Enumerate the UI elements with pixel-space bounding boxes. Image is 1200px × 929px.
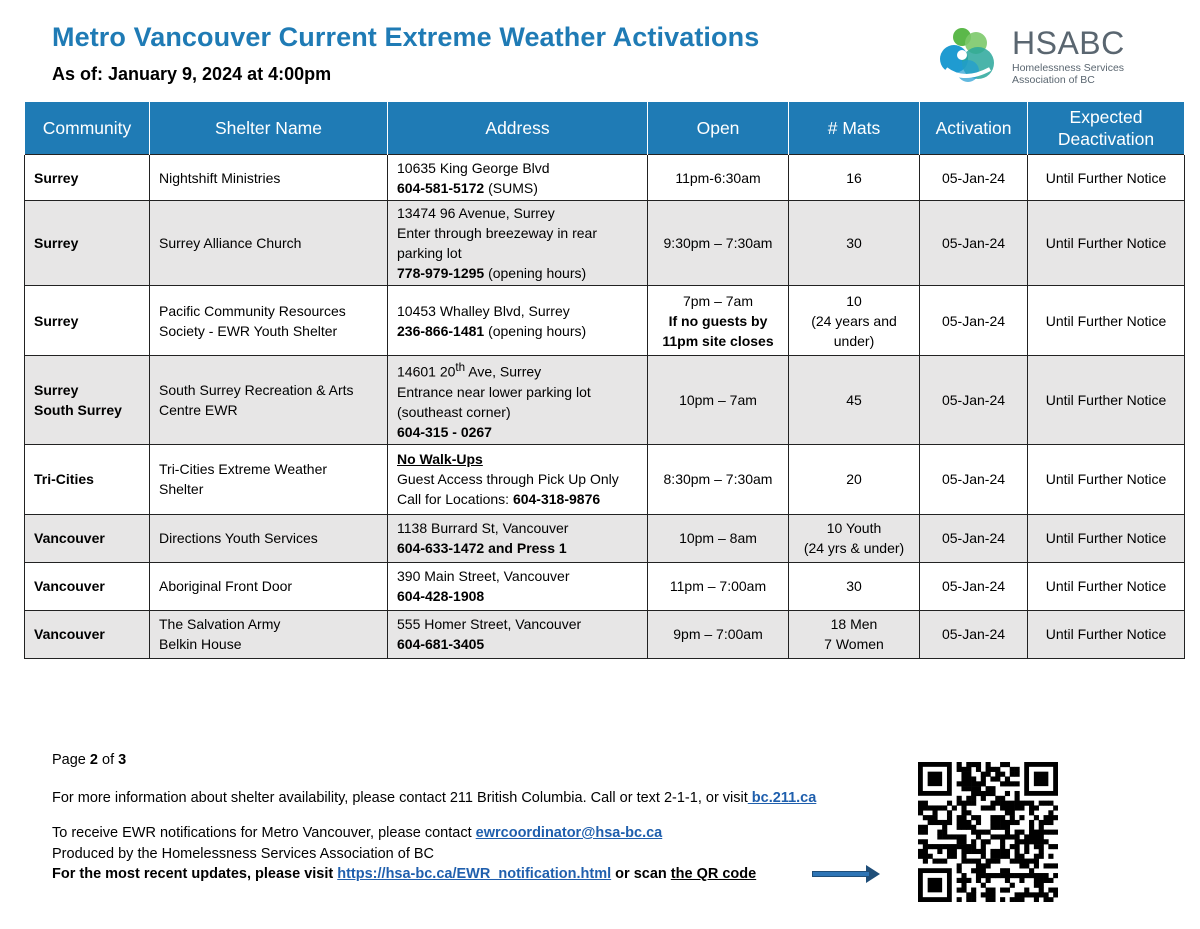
updates-line: For the most recent updates, please visit https://hsa-bc.ca/EWR_notification.html or scan the QR code xyxy=(52,866,757,882)
hsabc-logo-mark-icon xyxy=(938,25,1008,87)
cell-community: Surrey xyxy=(25,155,150,201)
cell-activation: 05-Jan-24 xyxy=(920,514,1028,562)
cell-deactivation: Until Further Notice xyxy=(1028,610,1185,658)
table-row xyxy=(25,155,1185,201)
cell-shelter-name: The Salvation Army Belkin House xyxy=(150,610,388,658)
cell-address: 555 Homer Street, Vancouver 604-681-3405 xyxy=(388,610,648,658)
cell-address: 14601 20th Ave, Surrey Entrance near lower parking lot (southeast corner) 604-315 - 0267 xyxy=(388,356,648,445)
cell-deactivation: Until Further Notice xyxy=(1028,356,1185,445)
bc211-link[interactable]: bc.211.ca xyxy=(747,790,817,806)
cell-activation: 05-Jan-24 xyxy=(920,155,1028,201)
cell-mats: 30 xyxy=(789,562,920,610)
info-line: For more information about shelter availability, please contact 211 British Columbia. Call or text 2-1-1, or visit bc.211.ca xyxy=(52,790,817,806)
cell-deactivation: Until Further Notice xyxy=(1028,155,1185,201)
cell-community: Tri-Cities xyxy=(25,444,150,514)
table-row xyxy=(25,201,1185,286)
cell-deactivation: Until Further Notice xyxy=(1028,444,1185,514)
cell-address: 1138 Burrard St, Vancouver 604-633-1472 and Press 1 xyxy=(388,514,648,562)
cell-shelter-name: Surrey Alliance Church xyxy=(150,201,388,286)
table-row xyxy=(25,286,1185,356)
arrow-right-icon xyxy=(812,864,882,884)
cell-shelter-name: Tri-Cities Extreme Weather Shelter xyxy=(150,444,388,514)
cell-mats: 45 xyxy=(789,356,920,445)
cell-activation: 05-Jan-24 xyxy=(920,562,1028,610)
cell-activation: 05-Jan-24 xyxy=(920,286,1028,356)
cell-shelter-name: Aboriginal Front Door xyxy=(150,562,388,610)
cell-address: 10453 Whalley Blvd, Surrey 236-866-1481 (opening hours) xyxy=(388,286,648,356)
cell-open: 10pm – 7am xyxy=(648,356,789,445)
cell-deactivation: Until Further Notice xyxy=(1028,201,1185,286)
phone-number: 604-315 - 0267 xyxy=(397,423,492,440)
ewr-email-link[interactable]: ewrcoordinator@hsa-bc.ca xyxy=(475,825,663,841)
shelter-table xyxy=(24,102,1185,659)
table-row xyxy=(25,610,1185,658)
cell-mats: 20 xyxy=(789,444,920,514)
hsabc-logo xyxy=(938,25,1138,87)
produced-by: Produced by the Homelessness Services Association of BC xyxy=(52,846,435,862)
cell-mats: 16 xyxy=(789,155,920,201)
cell-community: Vancouver xyxy=(25,514,150,562)
table-row xyxy=(25,356,1185,445)
cell-community: Surrey xyxy=(25,286,150,356)
col-header-mats: # Mats xyxy=(789,102,920,155)
cell-shelter-name: South Surrey Recreation & Arts Centre EWR xyxy=(150,356,388,445)
as-of-date: As of: January 9, 2024 at 4:00pm xyxy=(52,64,332,84)
ewr-notification-link[interactable]: https://hsa-bc.ca/EWR_notification.html xyxy=(337,866,612,882)
cell-community: Surrey South Surrey xyxy=(25,356,150,445)
cell-open: 10pm – 8am xyxy=(648,514,789,562)
qr-code-icon[interactable] xyxy=(918,762,1058,902)
cell-deactivation: Until Further Notice xyxy=(1028,286,1185,356)
cell-shelter-name: Pacific Community Resources Society - EWR Youth Shelter xyxy=(150,286,388,356)
col-header-shelter-name: Shelter Name xyxy=(150,102,388,155)
cell-activation: 05-Jan-24 xyxy=(920,201,1028,286)
cell-deactivation: Until Further Notice xyxy=(1028,562,1185,610)
cell-open: 9:30pm – 7:30am xyxy=(648,201,789,286)
cell-open: 11pm – 7:00am xyxy=(648,562,789,610)
cell-open: 7pm – 7am If no guests by 11pm site closes xyxy=(648,286,789,356)
col-header-address: Address xyxy=(388,102,648,155)
cell-open: 9pm – 7:00am xyxy=(648,610,789,658)
ewr-notification-line: To receive EWR notifications for Metro Vancouver, please contact ewrcoordinator@hsa-bc.ca xyxy=(52,825,663,841)
table-row xyxy=(25,514,1185,562)
cell-community: Vancouver xyxy=(25,610,150,658)
logo-subtitle: Homelessness Services Association of BC xyxy=(1012,62,1125,86)
cell-mats: 30 xyxy=(789,201,920,286)
cell-mats: 10 (24 years and under) xyxy=(789,286,920,356)
logo-brand: HSABC xyxy=(1012,25,1125,61)
phone-number: 604-633-1472 and Press 1 xyxy=(397,540,567,557)
cell-address: 10635 King George Blvd 604-581-5172 (SUMS) xyxy=(388,155,648,201)
cell-address: 390 Main Street, Vancouver 604-428-1908 xyxy=(388,562,648,610)
col-header-open: Open xyxy=(648,102,789,155)
qr-code-reference: the QR code xyxy=(670,866,757,882)
cell-mats: 10 Youth (24 yrs & under) xyxy=(789,514,920,562)
cell-community: Vancouver xyxy=(25,562,150,610)
cell-activation: 05-Jan-24 xyxy=(920,444,1028,514)
phone-number: 778-979-1295 xyxy=(397,265,485,281)
table-row xyxy=(25,444,1185,514)
cell-open: 8:30pm – 7:30am xyxy=(648,444,789,514)
cell-open: 11pm-6:30am xyxy=(648,155,789,201)
table-header-row xyxy=(25,102,1185,155)
col-header-community: Community xyxy=(25,102,150,155)
cell-address: No Walk-Ups Guest Access through Pick Up Only Call for Locations: 604-318-9876 xyxy=(388,444,648,514)
col-header-activation: Activation xyxy=(920,102,1028,155)
page-title: Metro Vancouver Current Extreme Weather Activations xyxy=(52,22,760,52)
phone-number: 604-581-5172 xyxy=(397,179,485,196)
cell-shelter-name: Directions Youth Services xyxy=(150,514,388,562)
phone-number: 236-866-1481 xyxy=(397,322,485,339)
phone-number: 604-318-9876 xyxy=(512,491,601,508)
cell-shelter-name: Nightshift Ministries xyxy=(150,155,388,201)
cell-mats: 18 Men 7 Women xyxy=(789,610,920,658)
table-row xyxy=(25,562,1185,610)
col-header-deactivation: Expected Deactivation xyxy=(1028,102,1185,155)
page-number: Page 2 of 3 xyxy=(52,752,127,768)
cell-activation: 05-Jan-24 xyxy=(920,610,1028,658)
no-walk-ups-notice: No Walk-Ups xyxy=(397,451,483,468)
phone-number: 604-428-1908 xyxy=(397,588,485,605)
phone-number: 604-681-3405 xyxy=(397,636,485,653)
cell-address: 13474 96 Avenue, Surrey Enter through breezeway in rear parking lot 778-979-1295 (opening hours) xyxy=(388,201,648,286)
cell-community: Surrey xyxy=(25,201,150,286)
cell-activation: 05-Jan-24 xyxy=(920,356,1028,445)
cell-deactivation: Until Further Notice xyxy=(1028,514,1185,562)
